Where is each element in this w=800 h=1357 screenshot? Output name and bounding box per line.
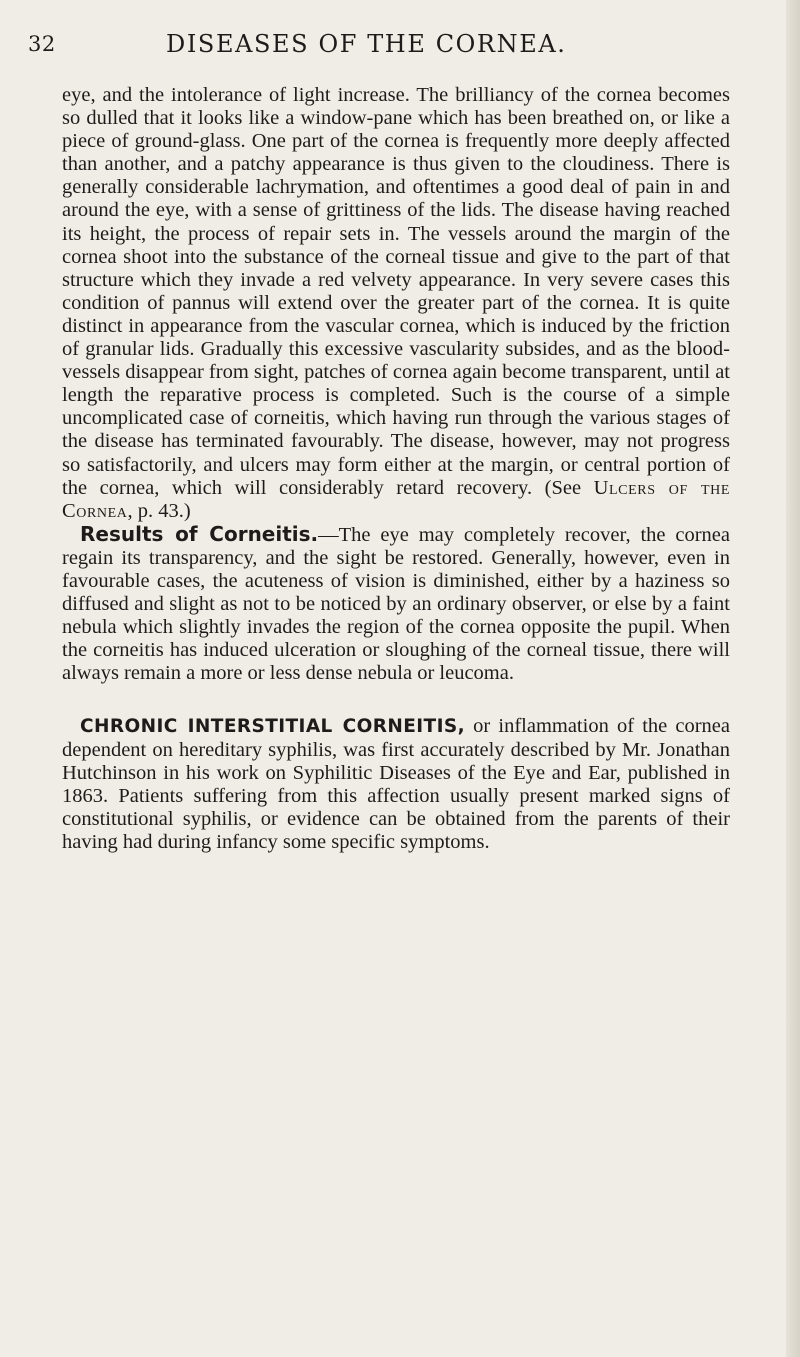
page-number: 32	[28, 32, 56, 56]
running-head: DISEASES OF THE CORNEA.	[166, 30, 567, 58]
paragraph-2	[62, 523, 730, 686]
cross-reference: Ulcers of the Cornea	[62, 476, 730, 522]
section-heading-chronic: CHRONIC INTERSTITIAL CORNEITIS,	[80, 716, 466, 738]
paragraph-3	[62, 715, 730, 854]
paragraph-3-text: or inflammation of the cornea dependent on hereditary syphilis, was first accurately described by Mr. Jonathan Hutchinson in his work on Syphilitic Diseases of the Eye and Ear, published in 1863. Patients suffering from this affection usually present marked signs of constitutional syphilis, or evidence can be obtained from the parents of their having had during infancy some specific symptoms.	[62, 715, 730, 853]
section-heading-results: Results of Corneitis.	[80, 521, 319, 546]
paragraph-1	[62, 84, 730, 523]
body-text	[62, 84, 730, 854]
section-gap	[62, 685, 730, 715]
page-edge	[786, 0, 800, 1357]
paragraph-1-end: , p. 43.)	[127, 499, 191, 522]
page-header	[28, 30, 700, 60]
paragraph-1-text: eye, and the intolerance of light increase. The brilliancy of the cornea becomes so dulled that it looks like a window-pane which has been breathed on, or like a piece of ground-glass. One part of the cornea is frequently more deeply affected than another, and a patchy appearance is thus given to the cloudiness. There is generally considerable lachrymation, and oftentimes a good deal of pain in and around the eye, with a sense of grittiness of the lids. The disease having reached its height, the process of repair sets in. The vessels around the margin of the cornea shoot into the substance of the corneal tissue and give to the part of that structure which they invade a red velvety appearance. In very severe cases this condition of pannus will extend over the greater part of the cornea. It is quite distinct in appearance from the vascular cornea, which is induced by the friction of granular lids. Gradually this excessive vascularity subsides, and as the blood-vessels disappear from sight, patches of cornea again become transparent, until at length the reparative process is completed. Such is the course of a simple uncomplicated case of corneitis, which having run through the various stages of the disease has terminated favourably. The disease, however, may not progress so satisfactorily, and ulcers may form either at the margin, or central portion of the cornea, which will considerably retard recovery. (See	[62, 84, 730, 499]
paragraph-2-text: —The eye may completely recover, the cornea regain its transparency, and the sight be restored. Generally, however, even in favourable cases, the acuteness of vision is diminished, either by a haziness so diffused and slight as not to be noticed by an ordinary observer, or else by a faint nebula which slightly invades the region of the cornea opposite the pupil. When the corneitis has induced ulceration or sloughing of the corneal tissue, there will always remain a more or less dense nebula or leucoma.	[62, 523, 730, 685]
